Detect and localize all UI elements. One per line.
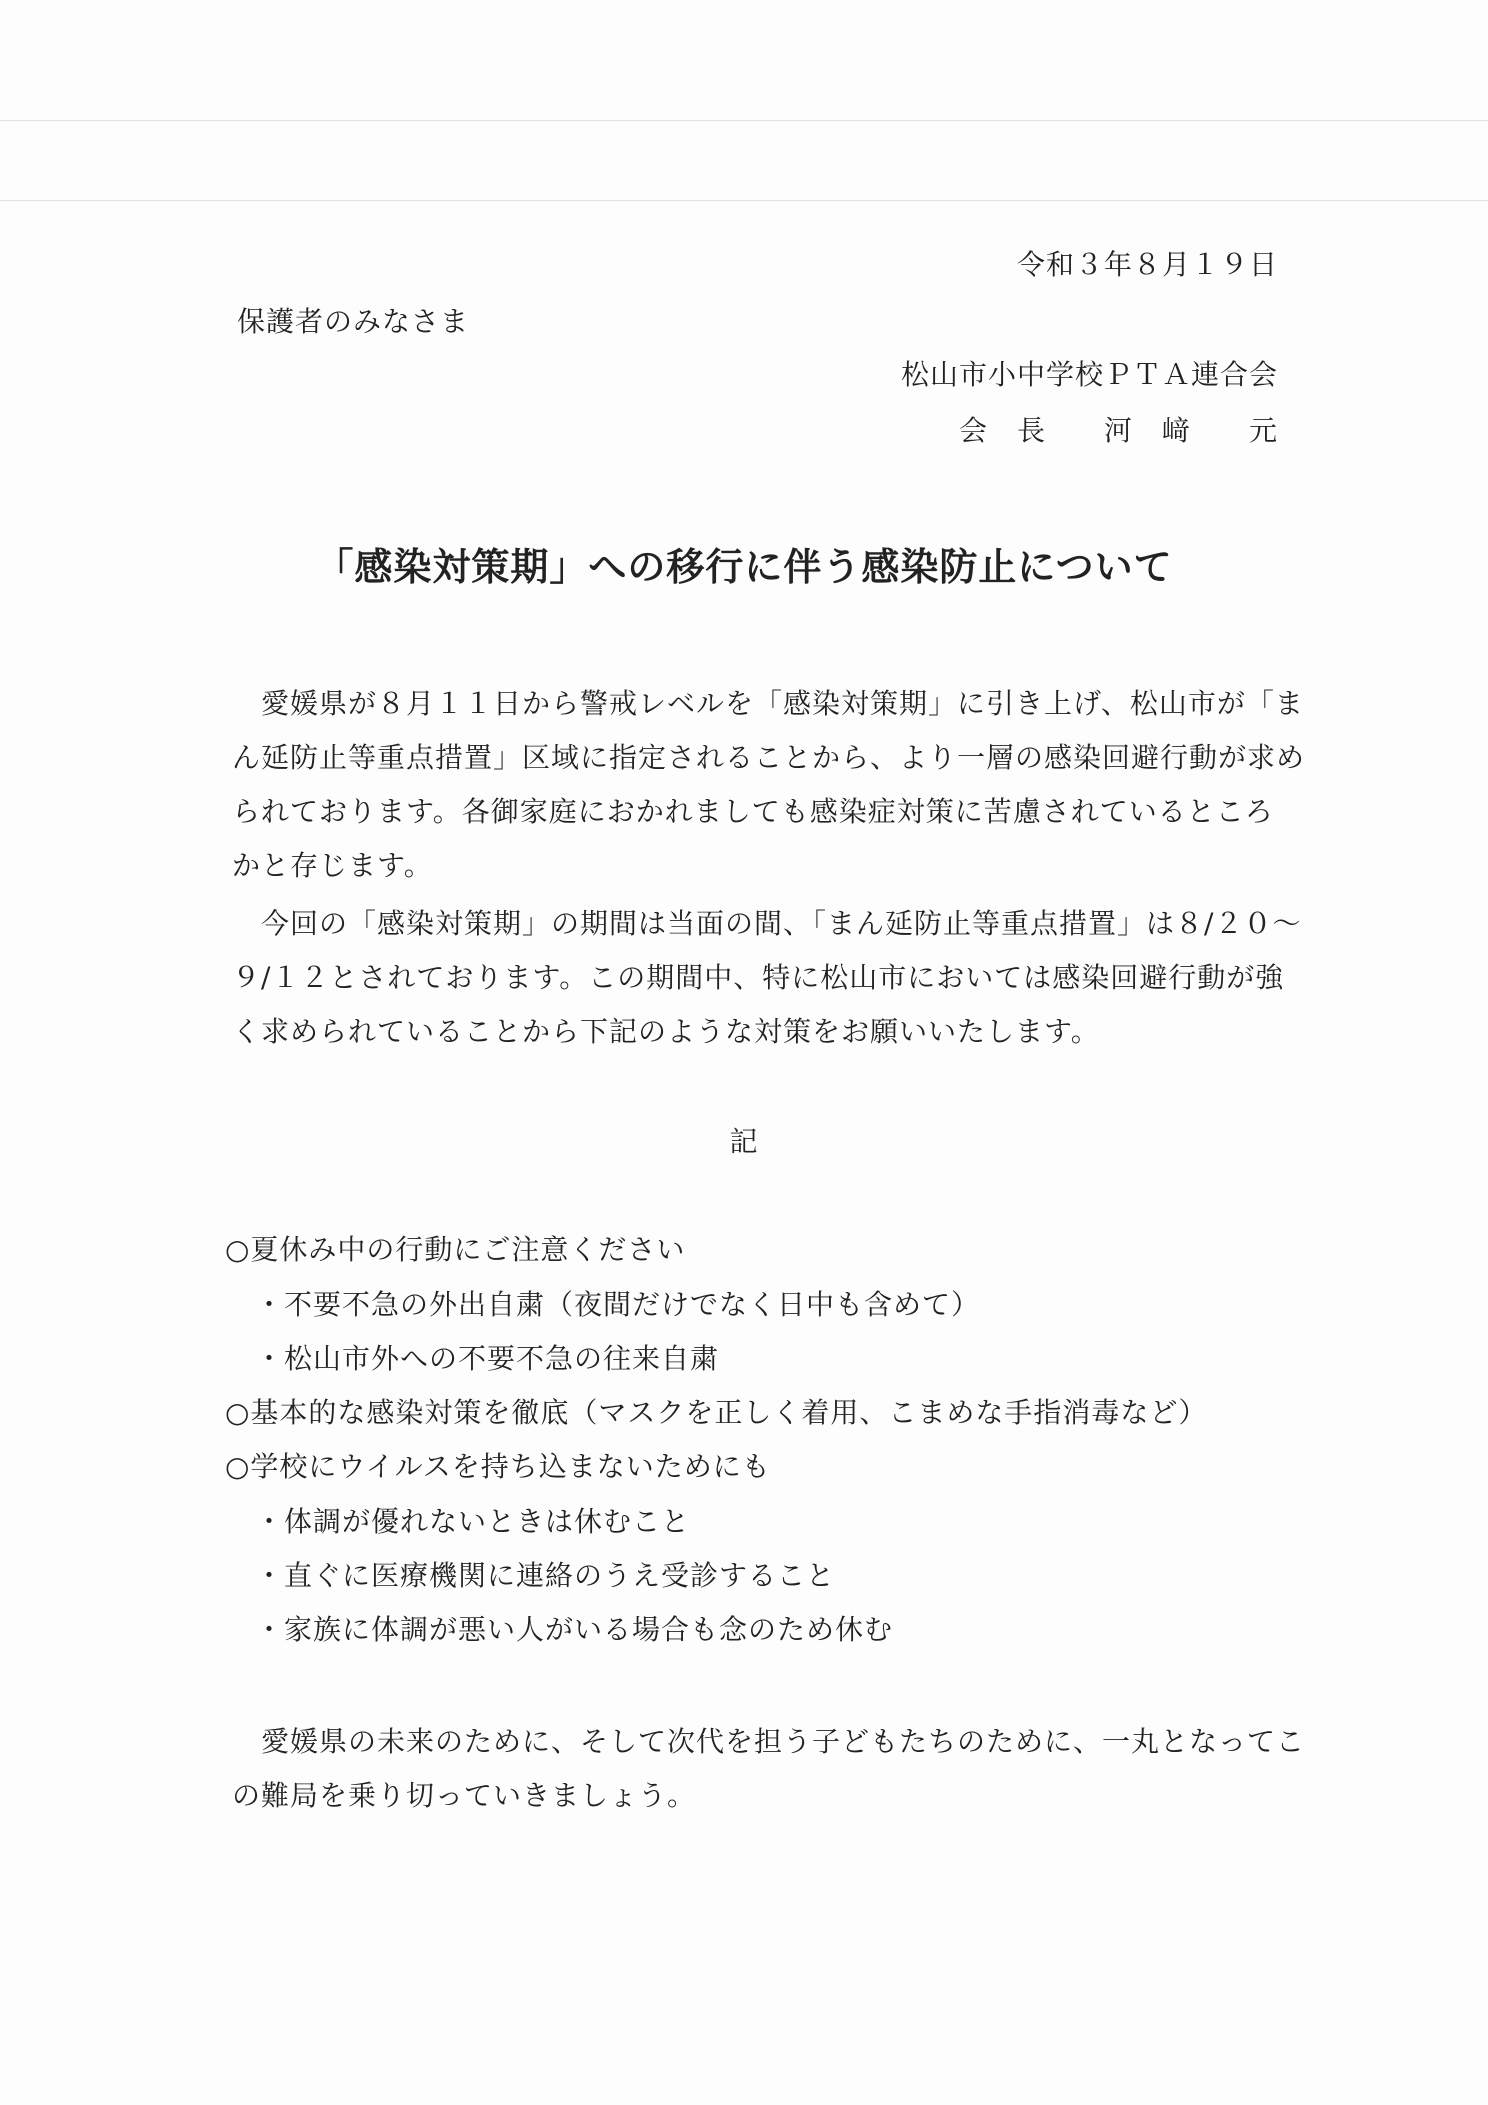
measure-item: ○学校にウイルスを持ち込まないためにも <box>225 1450 771 1483</box>
closing-paragraph-line: の難局を乗り切っていきましょう。 <box>232 1779 697 1812</box>
document-date: 令和３年８月１９日 <box>1016 248 1278 281</box>
closing-paragraph-line: 愛媛県の未来のために、そして次代を担う子どもたちのために、一丸となってこ <box>232 1725 1306 1758</box>
body-paragraph-line: かと存じます。 <box>232 849 433 882</box>
scan-artifact-line <box>0 200 1488 201</box>
document-title: 「感染対策期」への移行に伴う感染防止について <box>315 545 1173 589</box>
measure-item: ○夏休み中の行動にご注意ください <box>225 1233 686 1266</box>
body-paragraph-line: られております。各御家庭におかれましても感染症対策に苦慮されているところ <box>232 795 1274 828</box>
measure-item: ○基本的な感染対策を徹底（マスクを正しく着用、こまめな手指消毒など） <box>225 1396 1208 1429</box>
measure-subitem: ・不要不急の外出自粛（夜間だけでなく日中も含めて） <box>255 1288 981 1321</box>
measure-subitem: ・体調が優れないときは休むこと <box>255 1505 691 1538</box>
recipient-line: 保護者のみなさま <box>237 305 470 338</box>
measure-subitem: ・直ぐに医療機関に連絡のうえ受診すること <box>255 1559 836 1592</box>
measure-subitem: ・松山市外への不要不急の往来自粛 <box>255 1342 720 1375</box>
body-paragraph-line: く求められていることから下記のような対策をお願いいたします。 <box>232 1015 1100 1048</box>
organization-name: 松山市小中学校ＰＴＡ連合会 <box>900 358 1278 391</box>
body-paragraph-line: 今回の「感染対策期」の期間は当面の間、「まん延防止等重点措置」は８/２０～ <box>232 907 1302 940</box>
body-paragraph-line: ん延防止等重点措置」区域に指定されることから、より一層の感染回避行動が求め <box>232 741 1306 774</box>
scan-artifact-line <box>0 120 1488 121</box>
body-paragraph-line: ９/１２とされております。この期間中、特に松山市においては感染回避行動が強 <box>232 961 1285 994</box>
ki-heading: 記 <box>729 1125 759 1158</box>
measure-subitem: ・家族に体調が悪い人がいる場合も念のため休む <box>255 1613 894 1646</box>
body-paragraph-line: 愛媛県が８月１１日から警戒レベルを「感染対策期」に引き上げ、松山市が「ま <box>232 687 1304 720</box>
signatory-name: 会 長 河 﨑 元 <box>958 414 1278 447</box>
